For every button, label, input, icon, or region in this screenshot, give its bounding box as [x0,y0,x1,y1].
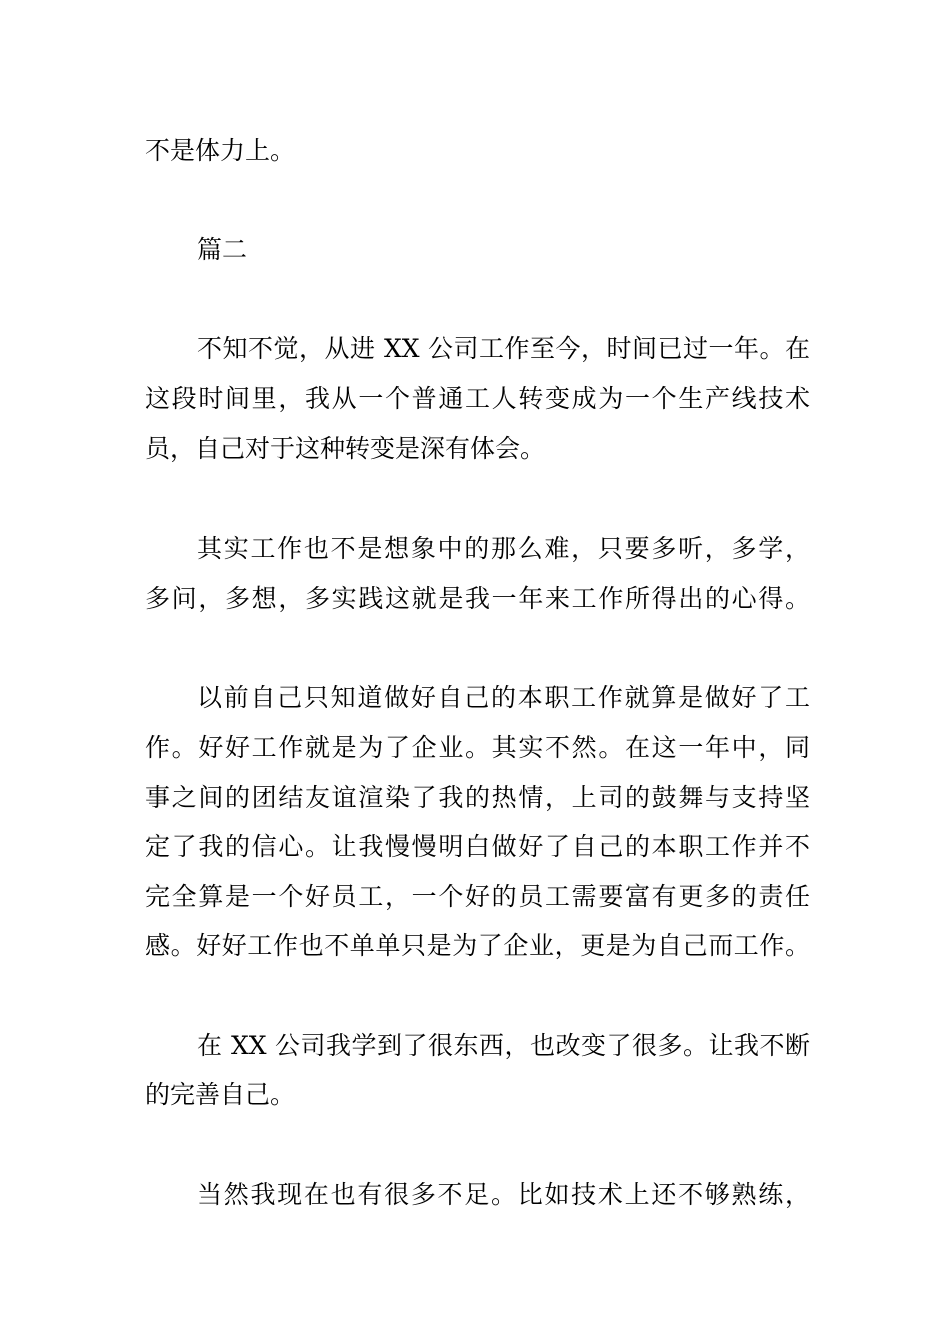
paragraph-line: 以前自己只知道做好自己的本职工作就算是做好了工 [197,683,810,712]
paragraph-line: 完全算是一个好员工，一个好的员工需要富有更多的责任 [145,882,810,911]
paragraph-line: 其实工作也不是想象中的那么难，只要多听，多学， [197,534,810,563]
paragraph-line: 不知不觉，从进 XX 公司工作至今，时间已过一年。在 [197,334,810,363]
paragraph-line: 这段时间里，我从一个普通工人转变成为一个生产线技术 [145,384,810,413]
paragraph-line: 的完善自己。 [145,1080,296,1109]
paragraph-line: 不是体力上。 [145,136,296,165]
paragraph-line: 当然我现在也有很多不足。比如技术上还不够熟练， [197,1180,810,1209]
paragraph-line: 多问，多想，多实践这就是我一年来工作所得出的心得。 [145,584,810,613]
section-heading: 篇二 [197,235,248,264]
paragraph-line: 在 XX 公司我学到了很东西，也改变了很多。让我不断 [197,1031,810,1060]
paragraph-line: 员，自己对于这种转变是深有体会。 [145,434,546,463]
paragraph-line: 事之间的团结友谊渲染了我的热情，上司的鼓舞与支持坚 [145,783,810,812]
paragraph-line: 定了我的信心。让我慢慢明白做好了自己的本职工作并不 [145,832,810,861]
paragraph-line: 感。好好工作也不单单只是为了企业，更是为自己而工作。 [145,931,810,960]
paragraph-line: 作。好好工作就是为了企业。其实不然。在这一年中，同 [145,733,810,762]
